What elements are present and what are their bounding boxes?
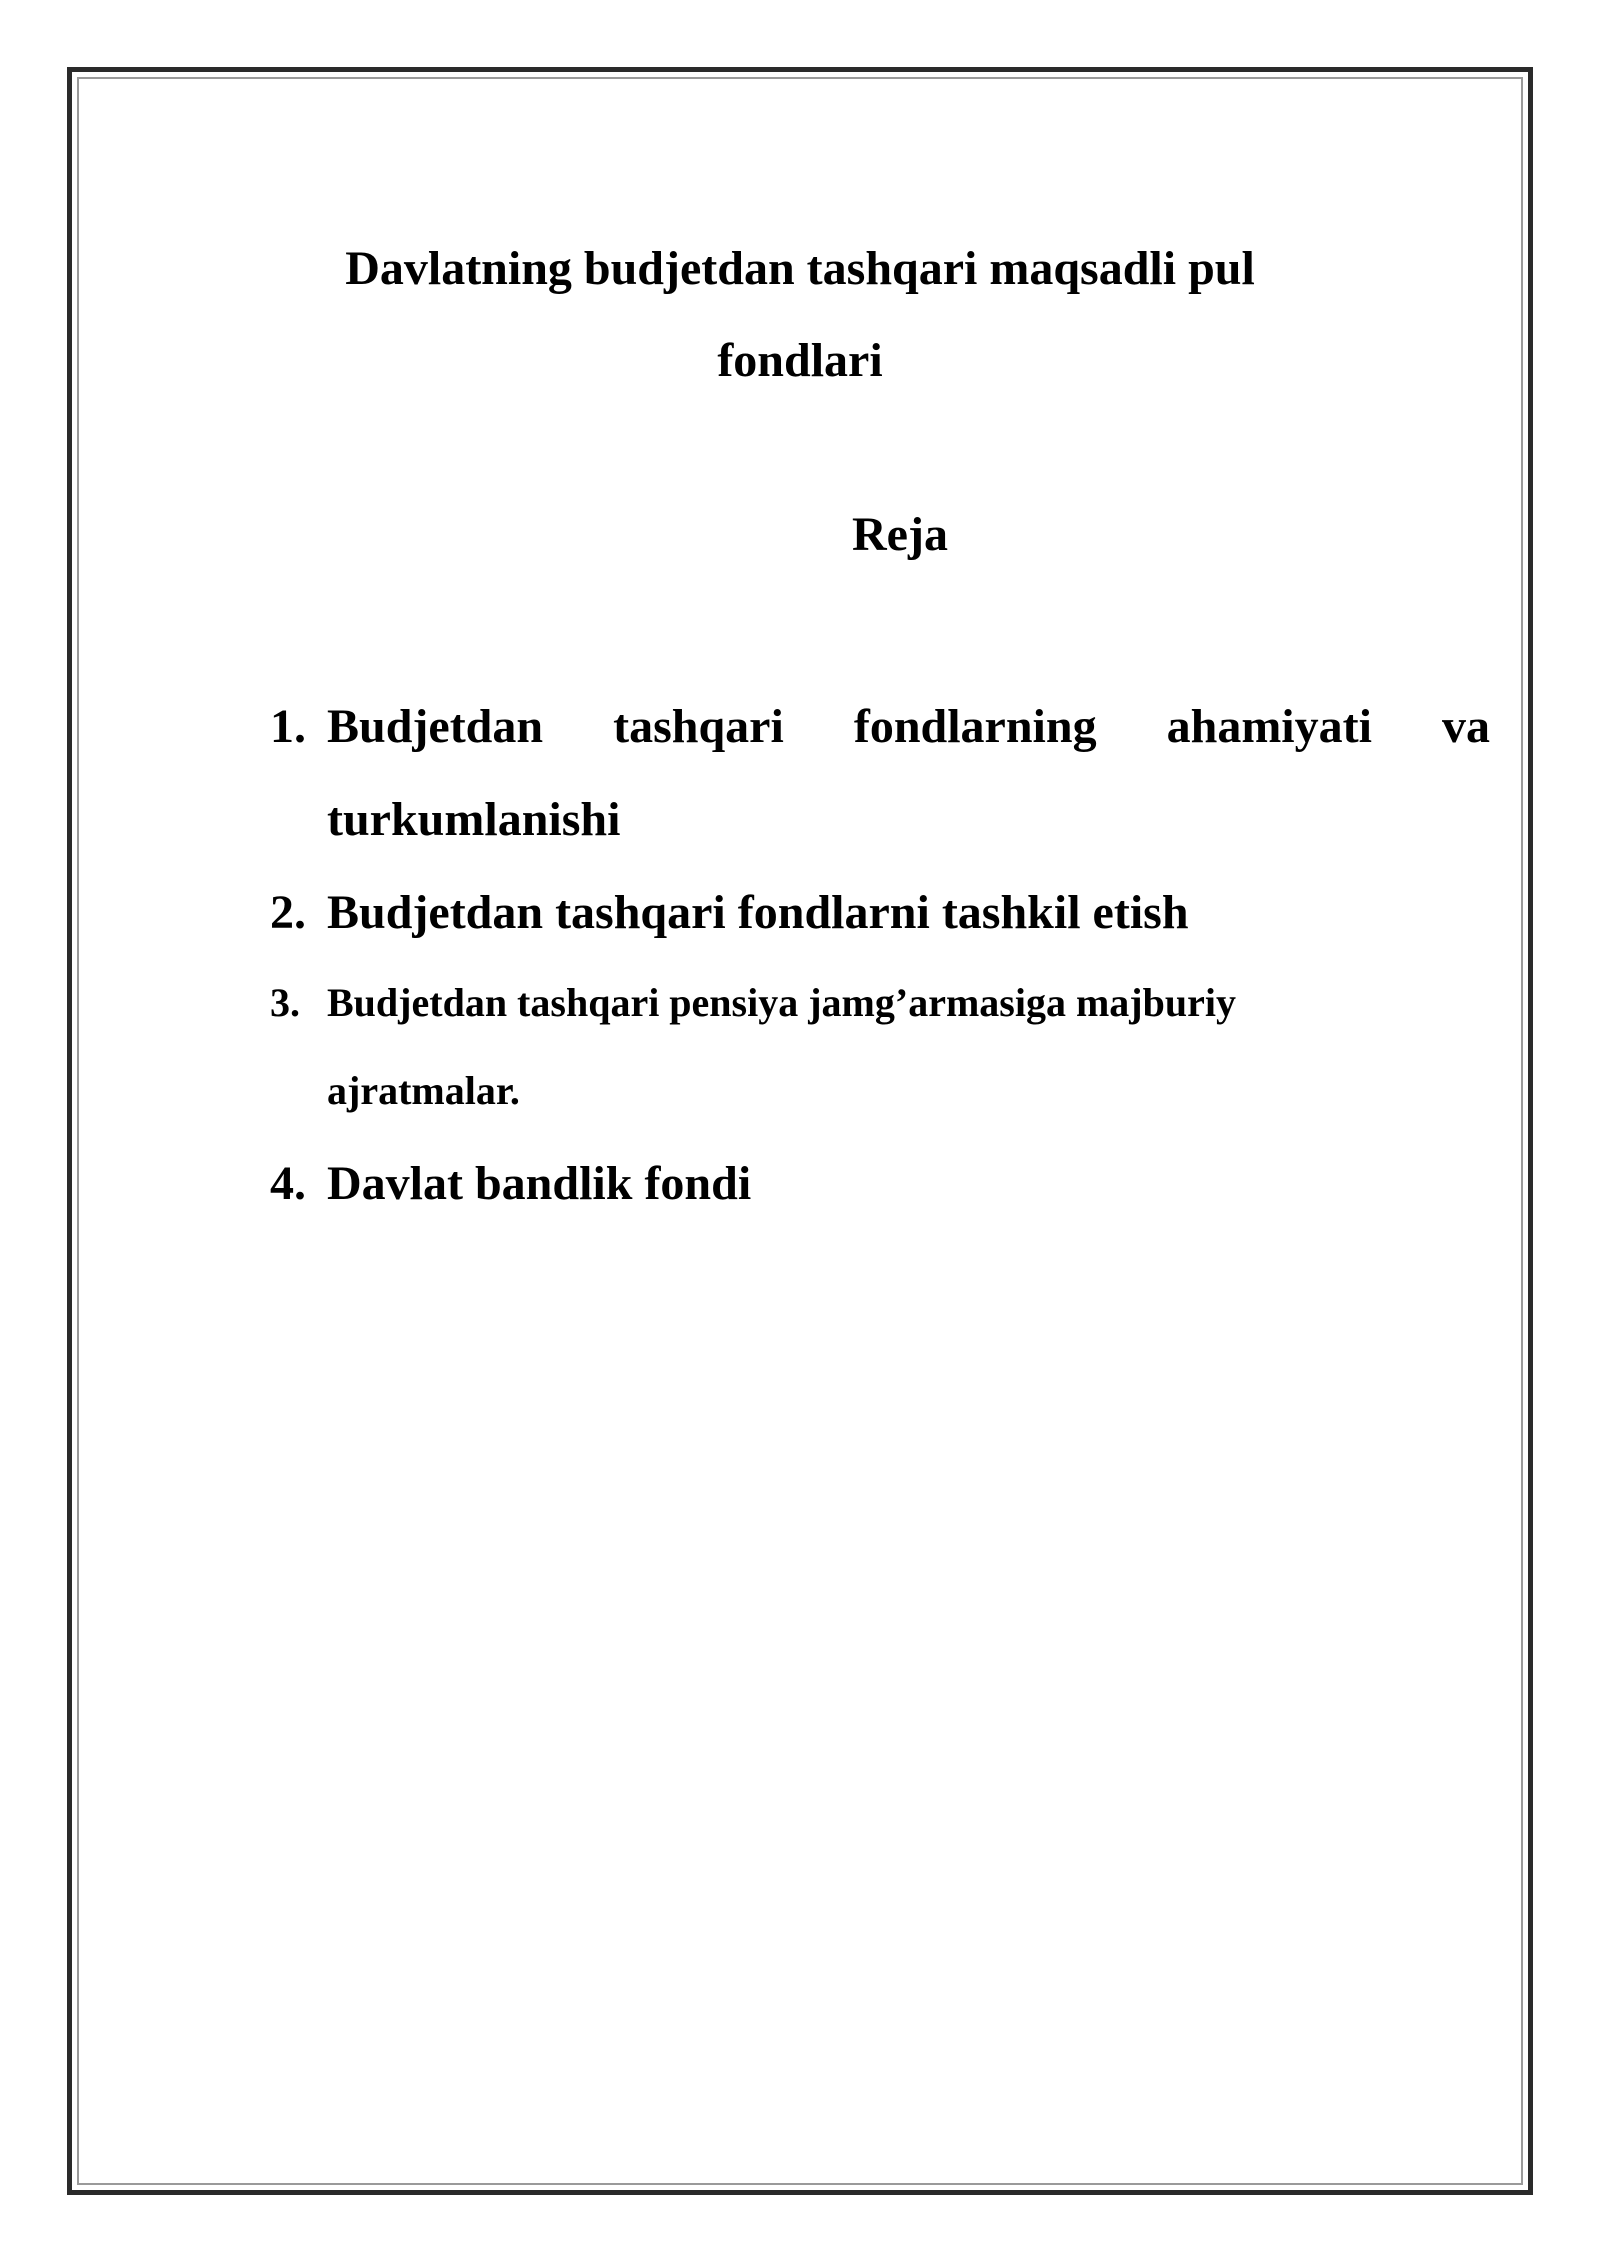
outline-item-2 — [270, 866, 1490, 959]
outline-item-text-line1: Budjetdan tashqari pensiya jamg’armasiga majburiy — [327, 980, 1236, 1025]
outline-item-text: Budjetdan tashqari fondlarni tashkil etish — [327, 886, 1189, 939]
outline-item-number: 1. — [270, 700, 306, 753]
outline-item-3 — [270, 959, 1490, 1135]
outline-item-text-line1: Budjetdan tashqari fondlarning ahamiyati va — [327, 700, 1490, 753]
plan-outline — [270, 680, 1490, 1233]
outline-item-1 — [270, 680, 1490, 866]
outline-item-number: 2. — [270, 886, 306, 939]
outline-item-text: Davlat bandlik fondi — [327, 1157, 752, 1210]
outline-item-4 — [270, 1135, 1490, 1233]
outline-item-text-line2: turkumlanishi — [327, 793, 621, 846]
outline-item-number: 3. — [270, 980, 300, 1025]
plan-heading: Reja — [852, 508, 948, 561]
outline-item-text-line2: ajratmalar. — [327, 1068, 520, 1113]
document-title: Davlatning budjetdan tashqari maqsadli pul fondlari — [345, 242, 1255, 387]
outline-item-number: 4. — [270, 1157, 306, 1210]
